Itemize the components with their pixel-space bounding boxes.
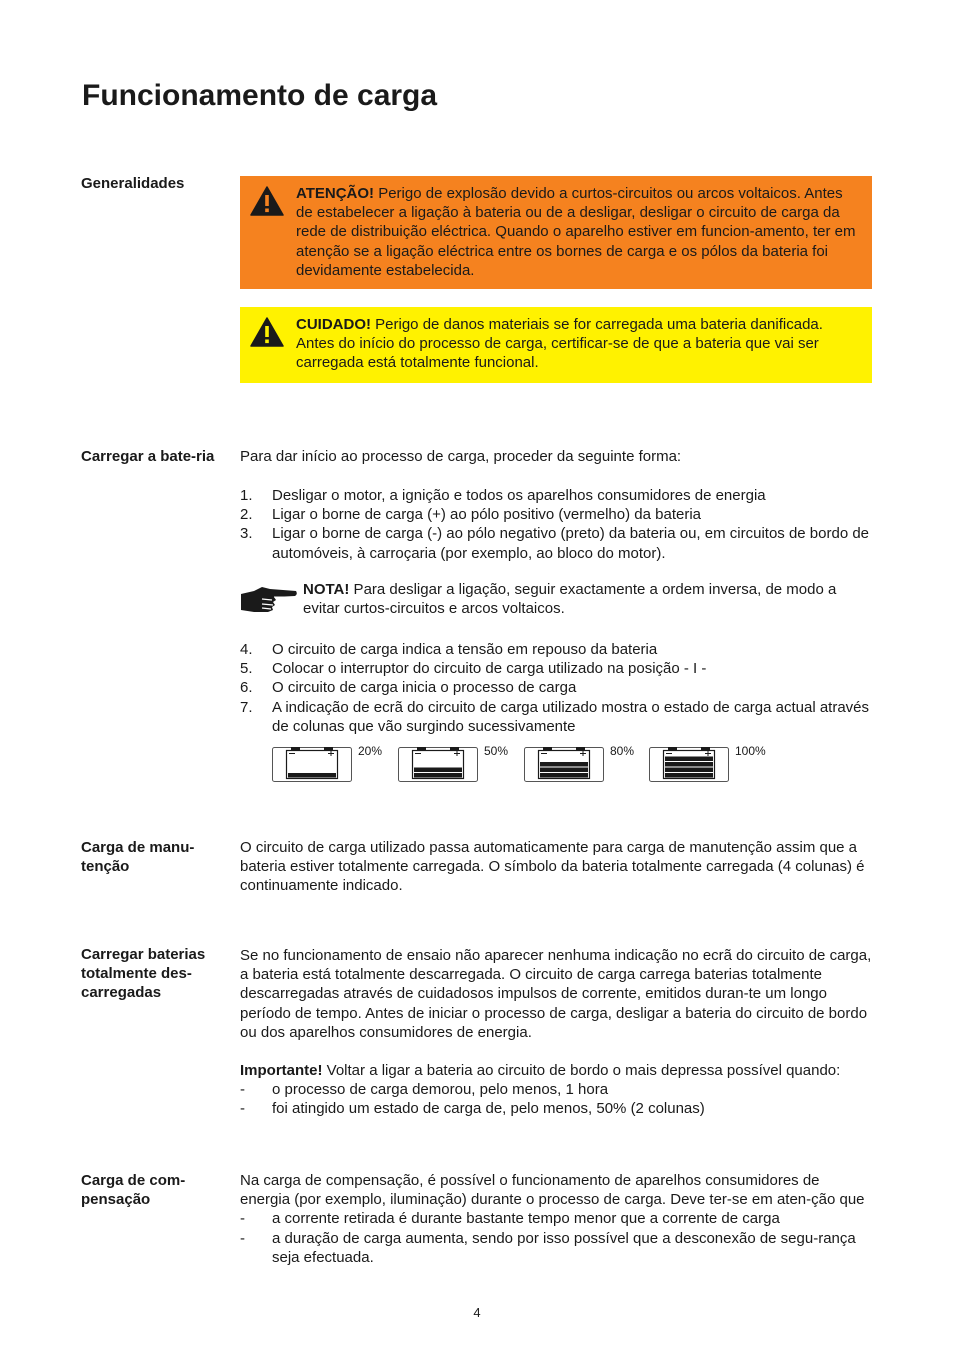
list-item: - a corrente retirada é durante bastante tempo menor que a corrente de carga — [240, 1210, 780, 1228]
deep-discharge-text: Se no funcionamento de ensaio não aparecer nenhuma indicação no ecrã do circuito de carga, a bateria está totalmente descarregada. O circuito de carga carrega baterias totalmente descarregadas através de cuidadosos impulsos de corrente, emitidos duran-te um longo período de tempo. Antes de iniciar o processo de carga, desligar a bateria do circuito de bordo ou dos aparelhos consumidores de energia. — [240, 947, 872, 1041]
section-label-general: Generalidades — [81, 175, 185, 192]
battery-label-80: 80% — [610, 744, 635, 758]
caution-heading: CUIDADO! — [296, 316, 371, 333]
note-block — [240, 580, 872, 618]
page-number: 4 — [473, 1305, 481, 1320]
list-item: - a duração de carga aumenta, sendo por isso possível que a desconexão de segu-rança seja efectuada. — [240, 1229, 856, 1266]
battery-label-100: 100% — [735, 744, 766, 758]
compensation-content — [240, 1171, 872, 1267]
charging-content — [240, 447, 872, 466]
warning-triangle-icon — [250, 186, 284, 216]
steps-list-a — [240, 486, 872, 563]
warning-heading: ATENÇÃO! — [296, 185, 375, 202]
battery-icon-50 — [398, 744, 478, 782]
section-label-deep-discharge: Carregar baterias totalmente des-carregadas — [81, 946, 206, 1002]
battery-icon-20 — [272, 744, 352, 782]
list-item: 5. Colocar o interruptor do circuito de carga utilizado na posição - I - — [240, 660, 707, 678]
caution-text — [296, 315, 862, 373]
compensation-text: Na carga de compensação, é possível o funcionamento de aparelhos consumidores de energia (por exemplo, iluminação) durante o processo de carga. Deve ter-se em aten-ção que — [240, 1172, 865, 1209]
list-item: 4. O circuito de carga indica a tensão em repouso da bateria — [240, 641, 658, 658]
maintenance-content — [240, 838, 872, 896]
maintenance-text: O circuito de carga utilizado passa automaticamente para carga de manutenção assim que a bateria estiver totalmente carregada. O símbolo da bateria totalmente carregada (4 colunas) é continuamente indicado. — [240, 839, 865, 895]
warning-text — [296, 184, 862, 280]
warning-box — [240, 176, 872, 289]
list-item: 3. Ligar o borne de carga (-) ao pólo negativo (preto) da bateria ou, em circuitos de bordo de automóveis, à carroçaria (por exemplo, ao bloco do motor). — [240, 525, 870, 562]
note-body: Para desligar a ligação, seguir exactamente a ordem inversa, de modo a evitar curtos-circuitos e arcos voltaicos. — [303, 581, 837, 618]
list-item: 7. A indicação de ecrã do circuito de carga utilizado mostra o estado de carga actual através de colunas que vão surgindo sucessivamente — [240, 698, 870, 735]
important-text: Importante! Voltar a ligar a bateria ao circuito de bordo o mais depressa possível quando: — [240, 1062, 841, 1079]
note-text — [240, 580, 872, 618]
important-block — [240, 1061, 872, 1119]
caution-body: Perigo de danos materiais se for carregada uma bateria danificada. Antes do início do processo de carga, certificar-se de que a bateria que vai ser carregada está totalmente funcional. — [296, 316, 823, 372]
list-item: 6. O circuito de carga inicia o processo de carga — [240, 679, 577, 697]
section-label-maintenance: Carga de manu-tenção — [81, 839, 195, 876]
note-heading: NOTA! — [303, 581, 350, 598]
battery-icon-80 — [524, 744, 604, 782]
section-label-compensation: Carga de com-pensação — [81, 1172, 186, 1209]
caution-box — [240, 307, 872, 383]
list-item: - foi atingido um estado de carga de, pelo menos, 50% (2 colunas) — [240, 1100, 705, 1118]
pointing-hand-icon — [240, 585, 298, 615]
steps-list-b — [240, 640, 872, 736]
list-item: - o processo de carga demorou, pelo menos, 1 hora — [240, 1081, 609, 1099]
battery-label-50: 50% — [484, 744, 509, 758]
page-title: Funcionamento de carga — [82, 79, 438, 112]
warning-body: Perigo de explosão devido a curtos-circuitos ou arcos voltaicos. Antes de estabelecer a ligação à bateria ou de a desligar, desligar o circuito de carga da rede de distribuição eléctrica. Quando o aparelho estiver em funcion-amento, ter em atenção se a ligação eléctrica entre os bornes de carga e os pólos da bateria foi devidamente estabelecida. — [296, 185, 856, 279]
battery-level-row — [272, 744, 872, 784]
charging-intro: Para dar início ao processo de carga, proceder da seguinte forma: — [240, 448, 682, 465]
list-item: 1. Desligar o motor, a ignição e todos os aparelhos consumidores de energia — [240, 487, 766, 504]
important-heading: Importante! — [240, 1062, 323, 1079]
caution-triangle-icon — [250, 317, 284, 347]
battery-label-20: 20% — [358, 744, 383, 758]
list-item: 2. Ligar o borne de carga (+) ao pólo positivo (vermelho) da bateria — [240, 506, 701, 524]
section-label-charging: Carregar a bate-ria — [81, 448, 215, 465]
deep-discharge-content — [240, 946, 872, 1042]
battery-icon-100 — [649, 744, 729, 782]
